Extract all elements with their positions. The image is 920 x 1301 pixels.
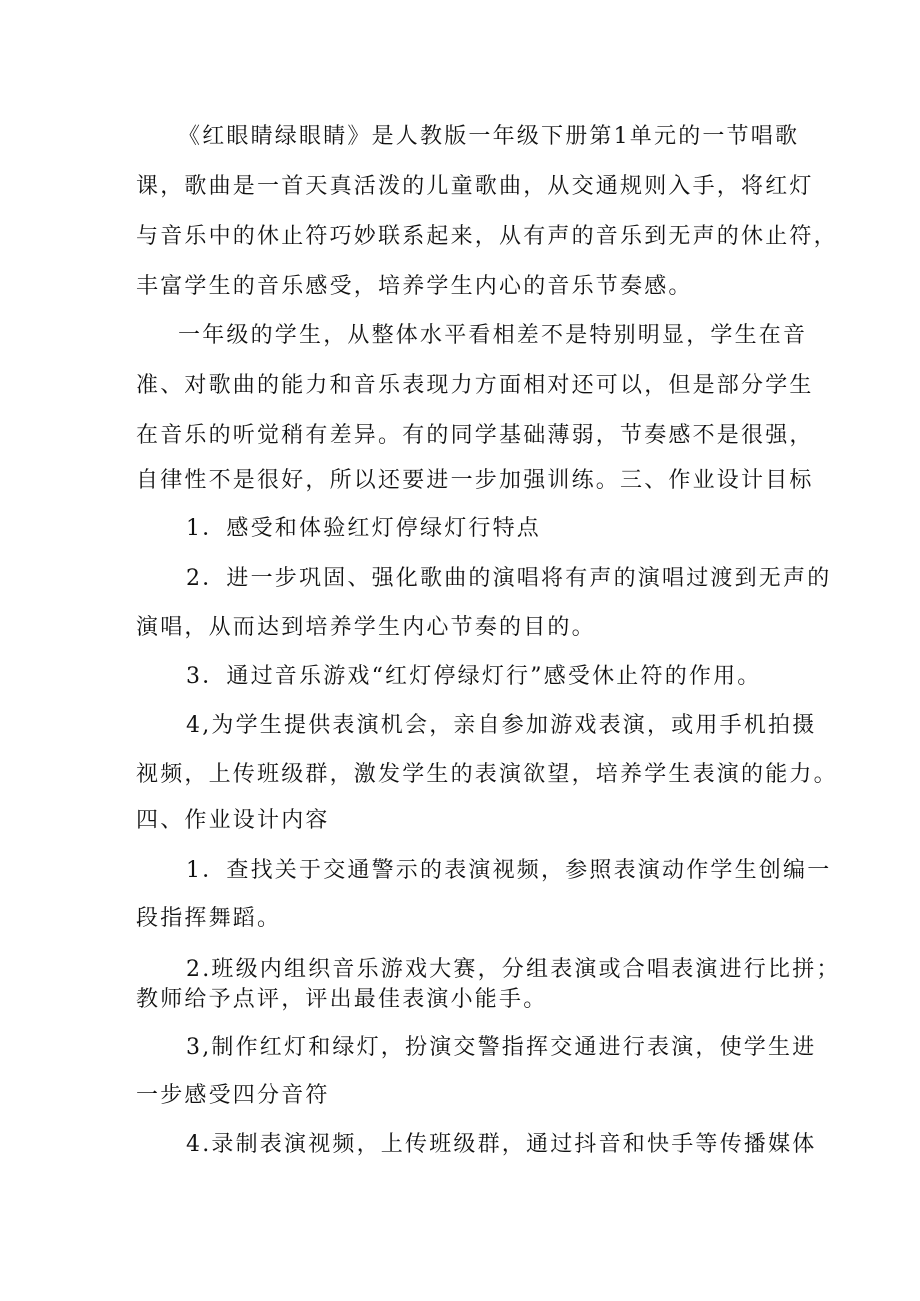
content-2-line-2: 教师给予点评，评出最佳表演小能手。	[136, 987, 548, 1012]
paragraph-1-line-2: 课，歌曲是一首天真活泼的儿童歌曲，从交通规则入手，将红灯	[136, 174, 814, 199]
paragraph-2-line-3: 在音乐的听觉稍有差异。有的同学基础薄弱，节奏感不是很强，	[136, 423, 814, 448]
goal-2-line-1: 2．进一步巩固、强化歌曲的演唱将有声的演唱过渡到无声的	[186, 566, 832, 591]
paragraph-2-line-4: 自律性不是很好，所以还要进一步加强训练。三、作业设计目标	[136, 468, 814, 493]
content-3-line-2: 一步感受四分音符	[136, 1083, 330, 1108]
content-4-line-1: 4.录制表演视频，上传班级群，通过抖音和快手等传播媒体	[186, 1132, 817, 1157]
goal-1: 1．感受和体验红灯停绿灯行特点	[186, 516, 541, 541]
content-1-line-1: 1．查找关于交通警示的表演视频，参照表演动作学生创编一	[186, 858, 832, 883]
goal-4-line-2: 视频，上传班级群，激发学生的表演欲望，培养学生表演的能力。	[136, 762, 838, 787]
paragraph-2-line-2: 准、对歌曲的能力和音乐表现力方面相对还可以，但是部分学生	[136, 373, 814, 398]
goal-2-line-2: 演唱，从而达到培养学生内心节奏的目的。	[136, 615, 596, 640]
goal-4-line-1: 4,为学生提供表演机会，亲自参加游戏表演，或用手机拍摄	[186, 713, 817, 738]
paragraph-1-line-4: 丰富学生的音乐感受，培养学生内心的音乐节奏感。	[136, 274, 693, 299]
paragraph-1-line-3: 与音乐中的休止符巧妙联系起来，从有声的音乐到无声的休止符，	[136, 224, 838, 249]
content-2-line-1: 2.班级内组织音乐游戏大赛，分组表演或合唱表演进行比拼；	[186, 957, 841, 982]
content-3-line-1: 3,制作红灯和绿灯，扮演交警指挥交通进行表演，使学生进	[186, 1035, 817, 1060]
goal-3: 3．通过音乐游戏“红灯停绿灯行”感受休止符的作用。	[186, 664, 762, 689]
section-heading-content: 四、作业设计内容	[136, 808, 330, 833]
content-1-line-2: 段指挥舞蹈。	[136, 906, 282, 931]
paragraph-2-line-1: 一年级的学生，从整体水平看相差不是特别明显，学生在音	[178, 323, 808, 348]
paragraph-1-line-1: 《红眼睛绿眼睛》是人教版一年级下册第1单元的一节唱歌	[178, 124, 800, 149]
